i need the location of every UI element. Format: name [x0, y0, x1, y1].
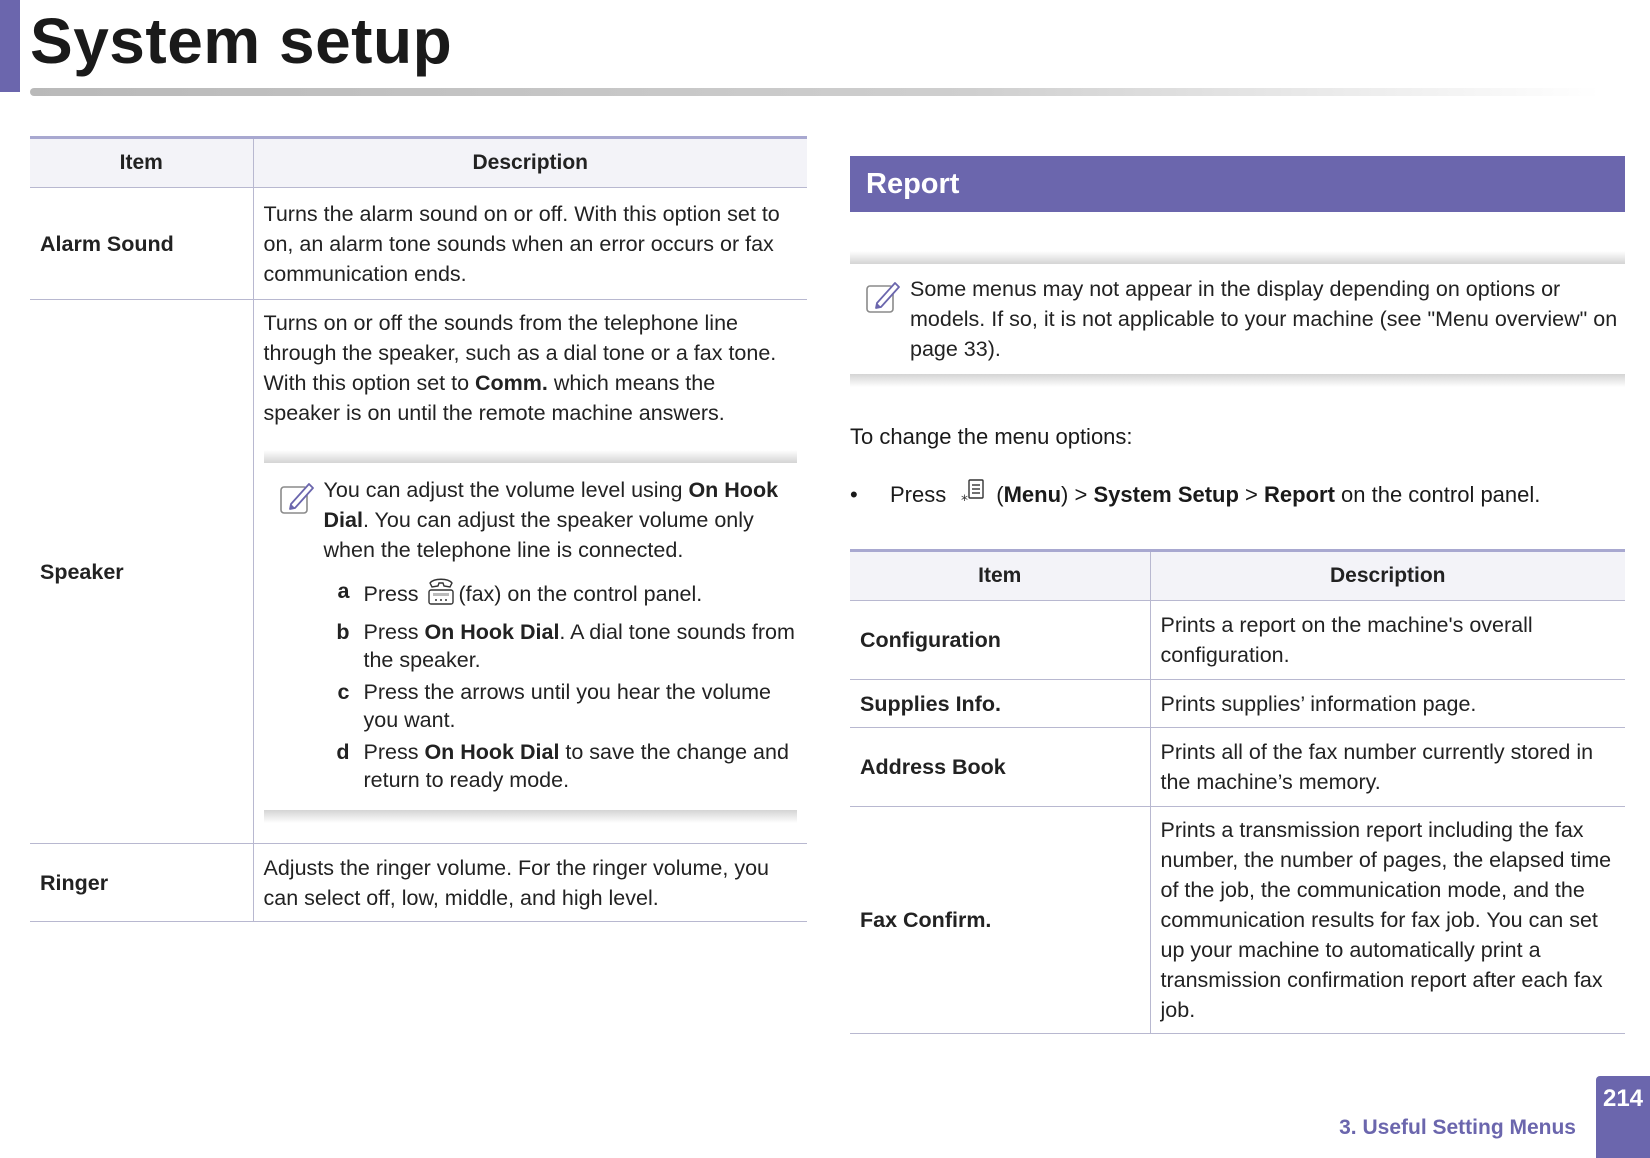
desc-address-book: Prints all of the fax number currently stored in the machine’s memory.: [1160, 740, 1594, 794]
item-alarm-sound: Alarm Sound: [30, 188, 253, 300]
note-bottom-bar: [850, 374, 1625, 387]
desc-configuration: Prints a report on the machine's overall configuration.: [1160, 613, 1533, 667]
table-row-alarm-sound: [30, 188, 807, 300]
menu-icon: [960, 478, 986, 512]
step-d: d Press On Hook Dial to save the change and return to ready mode.: [336, 740, 789, 792]
table-row: [850, 601, 1625, 680]
note-content: Some menus may not appear in the display depending on options or models. If so, it is not applicable to your machine (see "Menu overview" on page 33).: [910, 277, 1618, 361]
column-header-item: Item: [850, 551, 1150, 601]
item-speaker: Speaker: [30, 300, 253, 844]
step-b: b Press On Hook Dial. A dial tone sounds from the speaker.: [336, 620, 795, 672]
step-a: a Press (fax) on the control panel.: [324, 577, 798, 614]
column-header-description: Description: [253, 138, 807, 188]
step-list: [324, 577, 798, 794]
desc-supplies-info: Prints supplies’ information page.: [1160, 691, 1477, 716]
svg-text:*: *: [961, 493, 969, 506]
desc-ringer: Adjusts the ringer volume. For the ringer volume, you can select off, low, middle, and high level.: [263, 855, 769, 910]
table-header-row: [850, 551, 1625, 601]
sound-settings-table: [30, 136, 807, 922]
item-supplies-info: Supplies Info.: [850, 680, 1150, 728]
menu-availability-note: [850, 251, 1625, 387]
section-heading-report: Report: [850, 156, 1625, 212]
footer-chapter: 3. Useful Setting Menus: [1339, 1116, 1576, 1139]
note-pencil-icon: [278, 475, 324, 525]
step-c: c Press the arrows until you hear the volume you want.: [337, 680, 772, 732]
table-row: [850, 807, 1625, 1034]
item-ringer: Ringer: [30, 844, 253, 922]
table-row: [850, 680, 1625, 728]
desc-fax-confirm: Prints a transmission report including the fax number, the number of pages, the elapsed time of the job, the communication mode, and the communication results for fax job. You can set up your machine to automatically print a transmission confirmation report after each fax job.: [1160, 818, 1612, 1022]
note-top-bar: [264, 450, 798, 463]
speaker-description: Turns on or off the sounds from the telephone line through the speaker, such as a dial tone or a fax tone. With this option set to Comm. which means the speaker is on until the remote machine answers.: [263, 311, 777, 425]
instruction-bullet: • Press * ( Menu ) > System Setup > Report on the control panel.: [850, 478, 1540, 512]
desc-alarm-sound: Turns the alarm sound on or off. With this option set to on, an alarm tone sounds when an error occurs or fax communication ends.: [263, 201, 780, 286]
header-accent-bar: [0, 0, 20, 92]
note-content: You can adjust the volume level using On Hook Dial. You can adjust the speaker volume only when the telephone line is connected. a Press (fax) on the control panel. b Press On Hook Dial. A dial tone sounds from the speaker. c Press the arrows until you hear the volume you want. d Press On Hook Dial to save the change and return to ready mode.: [324, 475, 798, 798]
item-fax-confirm: Fax Confirm.: [850, 807, 1150, 1034]
item-configuration: Configuration: [850, 601, 1150, 680]
bullet-marker: •: [850, 482, 858, 507]
column-header-item: Item: [30, 138, 253, 188]
page-number: 214: [1596, 1076, 1650, 1158]
note-bottom-bar: [264, 810, 798, 823]
page-title: System setup: [30, 5, 453, 77]
column-header-description: Description: [1150, 551, 1625, 601]
note-top-bar: [850, 251, 1625, 264]
note-pencil-icon: [864, 274, 910, 321]
speaker-note: [264, 450, 798, 823]
intro-text: To change the menu options:: [850, 424, 1133, 449]
report-menu-table: [850, 549, 1625, 1034]
title-rule: [30, 88, 1600, 96]
table-row-speaker: [30, 300, 807, 844]
item-address-book: Address Book: [850, 728, 1150, 807]
table-row-ringer: [30, 844, 807, 922]
table-header-row: [30, 138, 807, 188]
table-row: [850, 728, 1625, 807]
fax-icon: [424, 577, 458, 614]
desc-speaker: [253, 300, 807, 844]
